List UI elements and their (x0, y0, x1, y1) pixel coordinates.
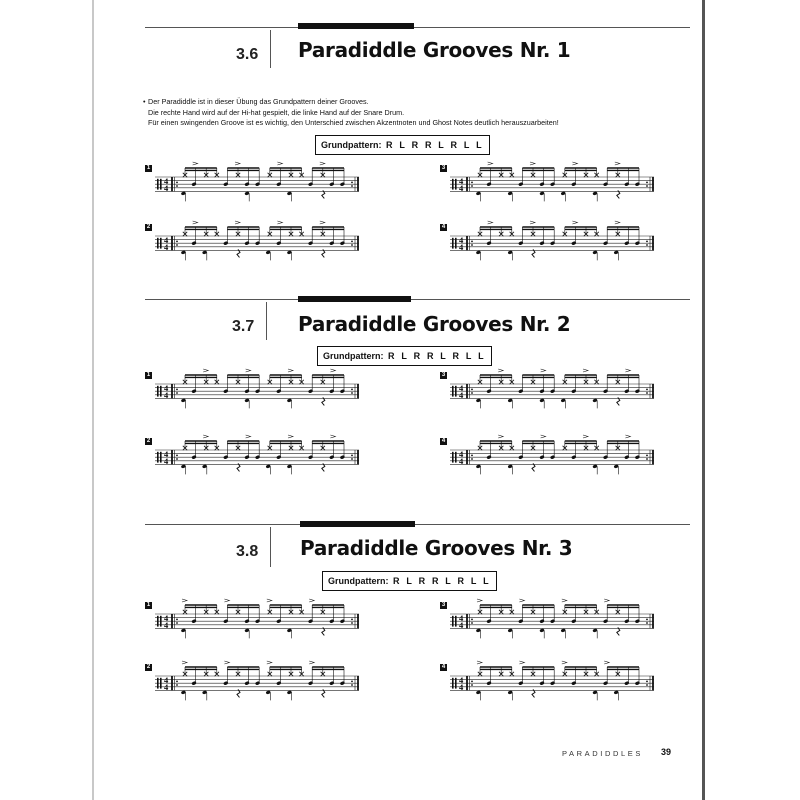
bass-drum-note (202, 690, 207, 695)
percussion-clef (157, 386, 159, 397)
groove-number-badge: 3 (441, 372, 446, 378)
time-signature-bottom: 4 (459, 682, 464, 693)
grundpattern-label: Grundpattern: (321, 140, 382, 150)
drum-groove-system (440, 372, 660, 418)
drum-groove-system (440, 664, 660, 710)
accent-mark (519, 661, 524, 664)
time-signature-bottom: 4 (459, 620, 464, 631)
repeat-dot (471, 392, 473, 394)
bass-drum-note (560, 398, 565, 403)
drum-staff (440, 602, 660, 648)
bass-drum-note (476, 191, 481, 196)
groove-number-badge: 2 (146, 664, 151, 670)
accent-mark (320, 221, 325, 224)
repeat-dot (471, 244, 473, 246)
bass-drum-note (202, 250, 207, 255)
grundpattern-box (315, 135, 490, 155)
bass-drum-note (476, 628, 481, 633)
repeat-dot (351, 392, 353, 394)
time-signature-bottom: 4 (164, 242, 169, 253)
accent-mark (330, 369, 335, 372)
bass-drum-note (507, 398, 512, 403)
drum-groove-system (145, 664, 365, 710)
grundpattern-box (322, 571, 497, 591)
time-signature-bottom: 4 (164, 620, 169, 631)
sticking-group-2: L R L L (440, 351, 486, 361)
section-title: Paradiddle Grooves Nr. 1 (298, 38, 571, 62)
repeat-dot (176, 458, 178, 460)
bass-drum-note (592, 464, 597, 469)
accent-mark (277, 162, 282, 165)
bass-drum-note (613, 690, 618, 695)
sticking-group-1: R L R R (386, 140, 434, 150)
bass-drum-note (287, 690, 292, 695)
percussion-clef (160, 386, 162, 397)
accent-mark (530, 221, 535, 224)
percussion-clef (157, 238, 159, 249)
accent-mark (224, 599, 229, 602)
bass-drum-note (181, 628, 186, 633)
bass-drum-note (287, 191, 292, 196)
accent-mark (583, 435, 588, 438)
intro-line: Die rechte Hand wird auf der Hi-hat gespielt, die linke Hand auf der Snare Drum. (148, 107, 405, 117)
time-signature-top: 4 (164, 234, 169, 245)
bass-drum-note (181, 250, 186, 255)
repeat-dot (176, 185, 178, 187)
accent-mark (477, 661, 482, 664)
bass-drum-note (244, 191, 249, 196)
bass-drum-note (476, 250, 481, 255)
accent-mark (203, 435, 208, 438)
repeat-dot (646, 185, 648, 187)
drum-staff (440, 224, 660, 270)
accent-mark (562, 661, 567, 664)
sticking-group-1: R L R R (393, 576, 441, 586)
percussion-clef (455, 238, 457, 249)
time-signature-bottom: 4 (164, 183, 169, 194)
section-title: Paradiddle Grooves Nr. 2 (298, 312, 571, 336)
repeat-dot (471, 389, 473, 391)
section-number: 3.8 (236, 543, 259, 560)
bass-drum-note (181, 191, 186, 196)
percussion-clef (455, 616, 457, 627)
intro-line: Für einen swingenden Groove ist es wichtig, den Unterschied zwischen Akzentnoten und Ghost Notes deutlich herauszuarbeiten! (148, 118, 559, 127)
footer-chapter-label: PARADIDDLES (562, 749, 643, 758)
repeat-dot (176, 622, 178, 624)
drum-groove-system (440, 165, 660, 211)
repeat-dot (471, 241, 473, 243)
repeat-dot (646, 622, 648, 624)
time-signature-top: 4 (164, 175, 169, 186)
bass-drum-note (507, 250, 512, 255)
time-signature-top: 4 (164, 382, 169, 393)
bass-drum-note (244, 628, 249, 633)
accent-mark (604, 661, 609, 664)
accent-mark (625, 435, 630, 438)
repeat-dot (646, 684, 648, 686)
bass-drum-note (265, 464, 270, 469)
bass-drum-note (592, 628, 597, 633)
time-signature-top: 4 (164, 612, 169, 623)
section-number: 3.7 (232, 318, 255, 335)
accent-mark (267, 599, 272, 602)
repeat-dot (176, 241, 178, 243)
bass-drum-note (287, 628, 292, 633)
section-divider (270, 527, 271, 567)
section-divider (270, 30, 271, 68)
time-signature-top: 4 (459, 382, 464, 393)
time-signature-bottom: 4 (164, 390, 169, 401)
section-rule (145, 27, 690, 28)
drum-staff (145, 664, 365, 710)
percussion-clef (160, 452, 162, 463)
repeat-dot (351, 182, 353, 184)
percussion-clef (160, 678, 162, 689)
groove-number-badge: 4 (441, 224, 446, 230)
time-signature-bottom: 4 (459, 242, 464, 253)
drum-staff (145, 602, 365, 648)
repeat-dot (646, 389, 648, 391)
bass-drum-note (613, 464, 618, 469)
accent-mark (615, 162, 620, 165)
accent-mark (267, 661, 272, 664)
accent-mark (309, 661, 314, 664)
drum-staff (145, 224, 365, 270)
bass-drum-note (287, 398, 292, 403)
accent-mark (530, 162, 535, 165)
bass-drum-note (265, 690, 270, 695)
time-signature-top: 4 (459, 175, 464, 186)
bass-drum-note (507, 191, 512, 196)
repeat-dot (176, 244, 178, 246)
accent-mark (246, 369, 251, 372)
accent-mark (498, 435, 503, 438)
percussion-clef (160, 616, 162, 627)
section-tab (298, 296, 411, 302)
accent-mark (182, 599, 187, 602)
repeat-dot (646, 455, 648, 457)
repeat-dot (471, 684, 473, 686)
repeat-dot (471, 455, 473, 457)
bass-drum-note (287, 250, 292, 255)
drum-staff (145, 165, 365, 211)
repeat-dot (176, 182, 178, 184)
percussion-clef (455, 386, 457, 397)
bass-drum-note (202, 464, 207, 469)
drum-staff (440, 165, 660, 211)
time-signature-top: 4 (459, 448, 464, 459)
repeat-dot (471, 185, 473, 187)
repeat-dot (351, 244, 353, 246)
accent-mark (541, 369, 546, 372)
repeat-dot (351, 458, 353, 460)
percussion-clef (452, 386, 454, 397)
repeat-dot (351, 455, 353, 457)
repeat-dot (176, 392, 178, 394)
groove-number-badge: 1 (146, 165, 151, 171)
drum-groove-system (145, 602, 365, 648)
accent-mark (498, 369, 503, 372)
drum-staff (145, 372, 365, 418)
percussion-clef (452, 452, 454, 463)
bass-drum-note (592, 690, 597, 695)
repeat-dot (646, 244, 648, 246)
section-rule (145, 524, 690, 525)
grundpattern-label: Grundpattern: (323, 351, 384, 361)
repeat-dot (351, 619, 353, 621)
bass-drum-note (507, 464, 512, 469)
accent-mark (541, 435, 546, 438)
sticking-group-2: L R L L (438, 140, 484, 150)
groove-number-badge: 4 (441, 438, 446, 444)
bass-drum-note (476, 464, 481, 469)
time-signature-bottom: 4 (459, 183, 464, 194)
time-signature-bottom: 4 (164, 682, 169, 693)
page-number: 39 (661, 747, 672, 757)
accent-mark (583, 369, 588, 372)
percussion-clef (455, 678, 457, 689)
bass-drum-note (560, 191, 565, 196)
bass-drum-note (181, 398, 186, 403)
percussion-clef (160, 238, 162, 249)
grundpattern-box (317, 346, 492, 366)
drum-groove-system (145, 165, 365, 211)
repeat-dot (646, 619, 648, 621)
time-signature-top: 4 (459, 674, 464, 685)
repeat-dot (176, 619, 178, 621)
repeat-dot (351, 684, 353, 686)
drum-staff (145, 438, 365, 484)
drum-staff (440, 372, 660, 418)
accent-mark (320, 162, 325, 165)
bass-drum-note (265, 250, 270, 255)
time-signature-top: 4 (164, 674, 169, 685)
sticking-group-1: R L R R (388, 351, 436, 361)
repeat-dot (176, 455, 178, 457)
bass-drum-note (592, 250, 597, 255)
accent-mark (193, 221, 198, 224)
accent-mark (604, 599, 609, 602)
bass-drum-note (181, 690, 186, 695)
percussion-clef (157, 452, 159, 463)
groove-number-badge: 4 (441, 664, 446, 670)
time-signature-top: 4 (459, 234, 464, 245)
repeat-dot (646, 458, 648, 460)
repeat-dot (471, 622, 473, 624)
percussion-clef (452, 678, 454, 689)
accent-mark (519, 599, 524, 602)
repeat-dot (646, 182, 648, 184)
accent-mark (488, 221, 493, 224)
drum-groove-system (145, 372, 365, 418)
accent-mark (477, 599, 482, 602)
groove-number-badge: 2 (146, 438, 151, 444)
percussion-clef (157, 678, 159, 689)
bass-drum-note (287, 464, 292, 469)
repeat-dot (471, 182, 473, 184)
bass-drum-note (539, 191, 544, 196)
sticking-group-2: L R L L (445, 576, 491, 586)
accent-mark (562, 599, 567, 602)
percussion-clef (452, 179, 454, 190)
bass-drum-note (539, 398, 544, 403)
bass-drum-note (244, 398, 249, 403)
repeat-dot (176, 684, 178, 686)
bass-drum-note (507, 690, 512, 695)
drum-staff (440, 664, 660, 710)
accent-mark (488, 162, 493, 165)
accent-mark (235, 221, 240, 224)
section-title: Paradiddle Grooves Nr. 3 (300, 536, 573, 560)
time-signature-bottom: 4 (459, 390, 464, 401)
drum-staff (440, 438, 660, 484)
repeat-dot (351, 622, 353, 624)
repeat-dot (471, 619, 473, 621)
accent-mark (203, 369, 208, 372)
groove-number-badge: 1 (146, 602, 151, 608)
section-rule (145, 299, 690, 300)
accent-mark (330, 435, 335, 438)
repeat-dot (646, 681, 648, 683)
repeat-dot (351, 389, 353, 391)
page-gutter-left (92, 0, 94, 800)
section-tab (298, 23, 414, 29)
accent-mark (615, 221, 620, 224)
bass-drum-note (592, 398, 597, 403)
accent-mark (277, 221, 282, 224)
drum-groove-system (440, 602, 660, 648)
time-signature-top: 4 (164, 448, 169, 459)
drum-groove-system (440, 438, 660, 484)
time-signature-top: 4 (459, 612, 464, 623)
accent-mark (246, 435, 251, 438)
bass-drum-note (613, 250, 618, 255)
accent-mark (193, 162, 198, 165)
bass-drum-note (507, 628, 512, 633)
repeat-dot (351, 241, 353, 243)
bass-drum-note (476, 398, 481, 403)
accent-mark (572, 162, 577, 165)
accent-mark (182, 661, 187, 664)
percussion-clef (452, 238, 454, 249)
grundpattern-label: Grundpattern: (328, 576, 389, 586)
repeat-dot (646, 241, 648, 243)
accent-mark (288, 369, 293, 372)
percussion-clef (452, 616, 454, 627)
repeat-dot (646, 392, 648, 394)
accent-mark (288, 435, 293, 438)
repeat-dot (176, 681, 178, 683)
section-divider (266, 302, 267, 340)
drum-groove-system (440, 224, 660, 270)
percussion-clef (160, 179, 162, 190)
accent-mark (625, 369, 630, 372)
section-number: 3.6 (236, 46, 259, 63)
accent-mark (224, 661, 229, 664)
accent-mark (309, 599, 314, 602)
percussion-clef (157, 616, 159, 627)
repeat-dot (351, 681, 353, 683)
bass-drum-note (539, 628, 544, 633)
drum-groove-system (145, 224, 365, 270)
repeat-dot (471, 458, 473, 460)
groove-number-badge: 3 (441, 602, 446, 608)
time-signature-bottom: 4 (459, 456, 464, 467)
section-tab (300, 521, 415, 527)
repeat-dot (176, 389, 178, 391)
bass-drum-note (476, 690, 481, 695)
bass-drum-note (560, 628, 565, 633)
groove-number-badge: 3 (441, 165, 446, 171)
bass-drum-note (592, 191, 597, 196)
accent-mark (235, 162, 240, 165)
time-signature-bottom: 4 (164, 456, 169, 467)
repeat-dot (351, 185, 353, 187)
repeat-dot (471, 681, 473, 683)
groove-number-badge: 1 (146, 372, 151, 378)
percussion-clef (157, 179, 159, 190)
percussion-clef (455, 452, 457, 463)
percussion-clef (455, 179, 457, 190)
accent-mark (572, 221, 577, 224)
drum-groove-system (145, 438, 365, 484)
intro-text (148, 97, 708, 129)
bass-drum-note (181, 464, 186, 469)
intro-line: • Der Paradiddle ist in dieser Übung das Grundpattern deiner Grooves. (148, 97, 708, 108)
groove-number-badge: 2 (146, 224, 151, 230)
